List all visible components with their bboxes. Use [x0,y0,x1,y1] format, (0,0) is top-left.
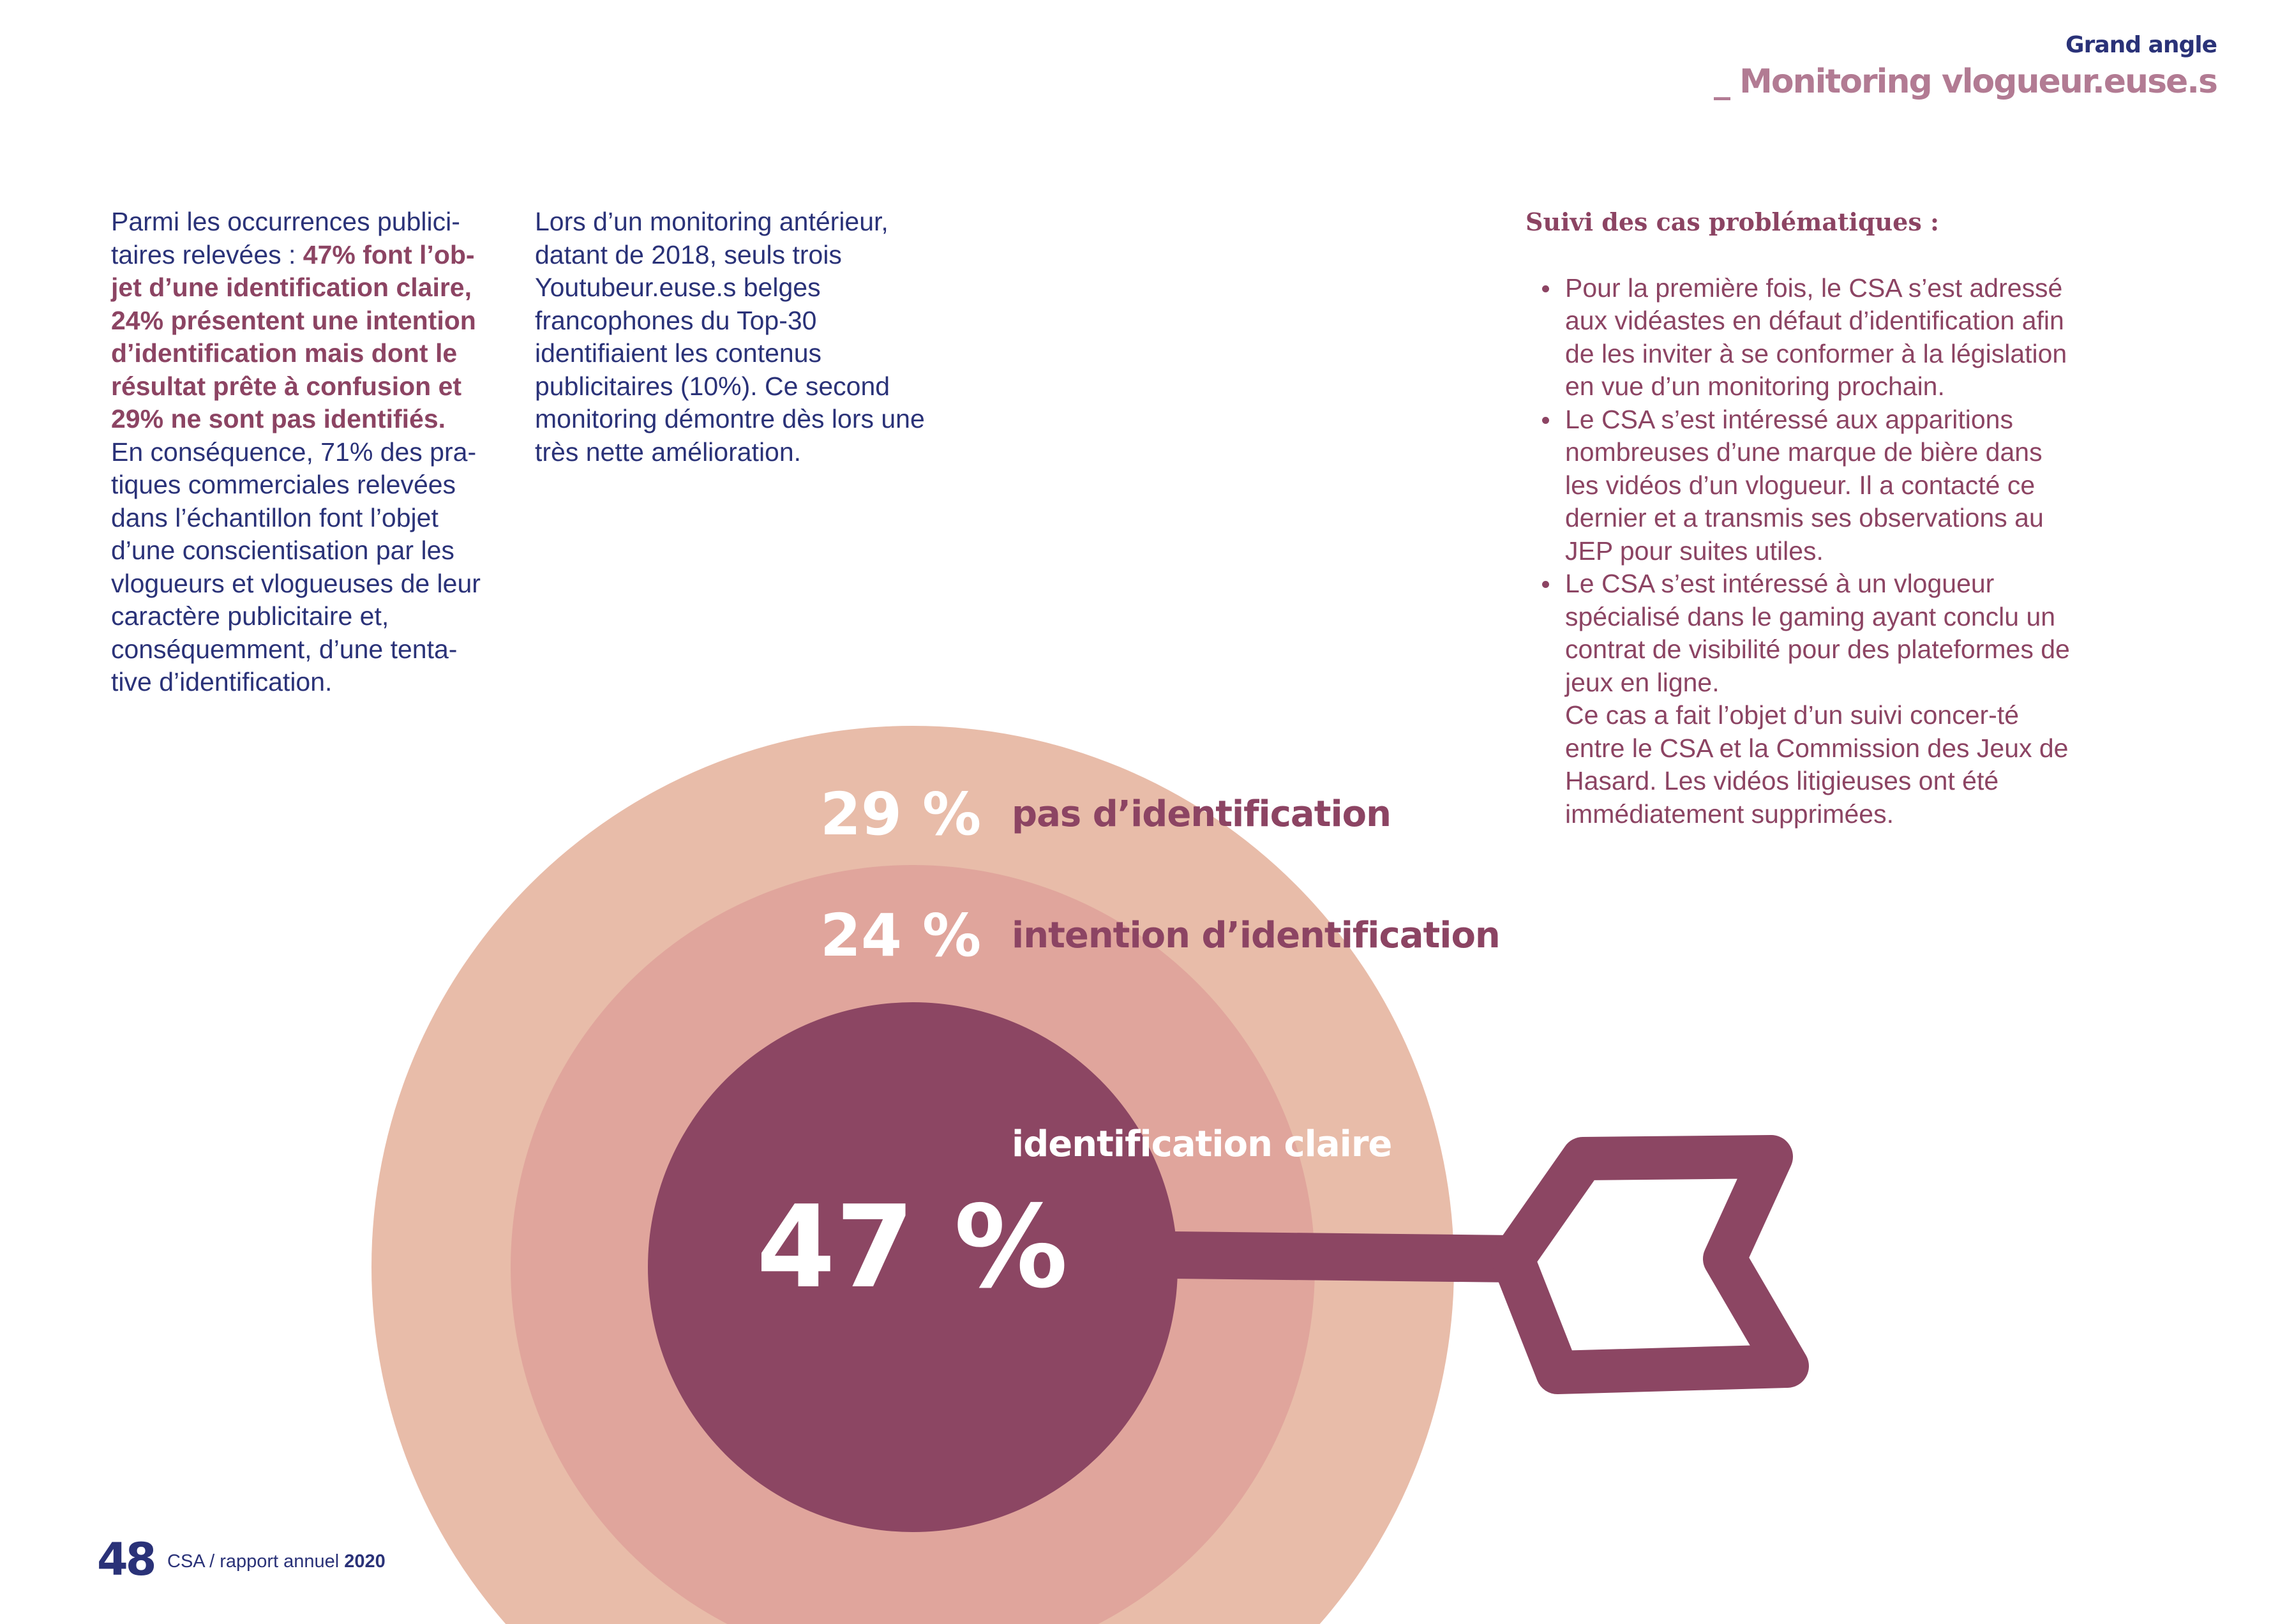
value-label-29: 29 % [820,780,982,848]
page-title: _ Monitoring vlogueur.euse.s [1714,63,2217,101]
section-kicker: Grand angle [2065,32,2217,58]
list-item: Le CSA s’est intéressé à un vlogueur spécialisé dans le gaming ayant conclu un contrat de visibilité pour des plateformes de jeux en ligne. Ce cas a fait l’objet d’un suivi concer-té entre le CSA et la Commission des Jeux de Hasard. Les vidéos litigieuses ont été immédiatement supprimées. [1526,568,2074,831]
arrow-fletching-icon [1513,1157,1787,1372]
intro-highlight: 47% font l’ob-jet d’une identification claire, 24% présentent une intention d’identification mais dont le résultat prête à confusion et 29% ne sont pas identifiés. [111,239,476,433]
intro-text: Parmi les occurrences publici-taires relevées : [111,207,460,269]
footer-year: 2020 [344,1551,386,1572]
page-number: 48 [97,1533,154,1586]
value-label-47: 47 % [756,1181,1068,1313]
conclusion-paragraph: En conséquence, 71% des pra-tiques commerciales relevées dans l’échantillon font l’objet d’une conscientisation par les vlogueurs et vlogueuses de leur caractère publicitaire et, conséquemment, d’une tenta-tive d’identification. [111,437,481,696]
target-rings [371,726,1454,1624]
list-item: Pour la première fois, le CSA s’est adressé aux vidéastes en défaut d’identification afin de les inviter à se conformer à la législation en vue d’un monitoring prochain. [1526,272,2074,403]
category-label-none: pas d’identification [1012,793,1391,835]
footer-publication: CSA / rapport annuel 2020 [167,1551,386,1572]
followup-heading: Suivi des cas problématiques : [1526,207,1939,236]
list-item: Le CSA s’est intéressé aux apparitions nombreuses d’une marque de bière dans les vidéos d’un vlogueur. Il a contacté ce dernier et a transmis ses observations au JEP pour suites utiles. [1526,403,2074,568]
category-label-clear: identification claire [1012,1124,1392,1165]
arrow-shaft [1117,1254,1513,1259]
history-paragraph: Lors d’un monitoring antérieur, datant de 2018, seuls trois Youtubeur.euse.s belges francophones du Top-30 identifiaient les contenus publicitaires (10%). Ce second monitoring démontre dès lors une très nette amélioration. [535,207,925,467]
value-label-24: 24 % [820,901,982,970]
category-label-intent: intention d’identification [1012,915,1500,956]
